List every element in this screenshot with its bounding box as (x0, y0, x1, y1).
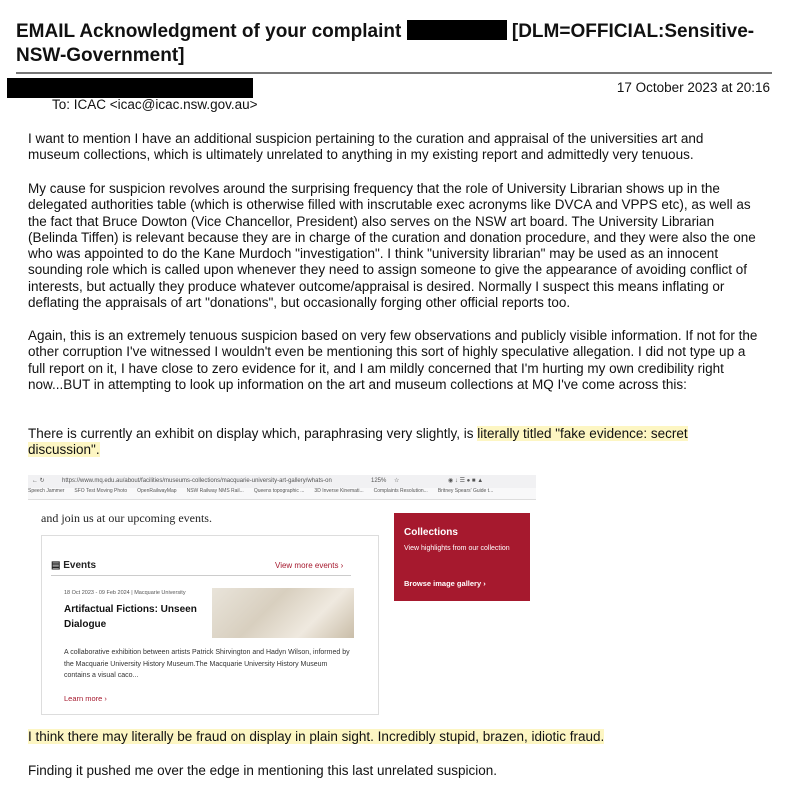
events-heading-label: Events (63, 560, 97, 571)
paragraph-3: Again, this is an extremely tenuous suspicion based on very few observations and publicly visible information. If not for the other corruption I've witnessed I wouldn't even be mentioning this sort of highly speculative allegation. I did not type up a full report on it, I have close to zero evidence for it, and I am mildly concerned that I'm hurting my own credibility right now...BUT in attempting to look up information on the art and museum collections at MQ I've come across this: (28, 328, 758, 392)
subject-classification: [DLM=OFFICIAL:Sensitive-NSW-Government] (16, 21, 755, 66)
event-description: A collaborative exhibition between artists Patrick Shirvington and Hadyn Wilson, informed by the Macquarie University History Museum.The Macquarie University History Museum contains a visual caco... (64, 649, 350, 679)
event-image (212, 588, 354, 638)
exhibit-intro: There is currently an exhibit on display which, paraphrasing very slightly, is (28, 426, 478, 441)
subject-text: EMAIL Acknowledgment of your complaint (16, 21, 402, 42)
view-more-link: View more events › (275, 561, 344, 570)
recipient-line: To: ICAC <icac@icac.nsw.gov.au> (52, 97, 258, 112)
bookmark-item: Speech Jammer (28, 488, 65, 494)
zoom-level: 125% (371, 478, 387, 484)
bookmark-item: Britney Spears' Guide t... (437, 488, 494, 494)
events-heading (51, 560, 96, 571)
learn-more-link: Learn more › (64, 694, 107, 703)
calendar-icon: ▤ (51, 560, 61, 571)
event-date: 18 Oct 2023 - 09 Feb 2024 | Macquarie University (64, 590, 186, 596)
collections-description: View highlights from our collection (404, 545, 510, 552)
paragraph-2: My cause for suspicion revolves around the surprising frequency that the role of University Librarian shows up in the delegated authorities table (which is otherwise filled with inscrutable exec acronyms like DVCA and VPPS etc), as well as the fact that Bruce Dowton (Vice Chancellor, President) also serves on the NSW art board. The University Librarian (Belinda Tiffen) is relevant because they are in charge of the curation and donation procedure, and they were also the one who was appointed to do the Kane Murdoch "investigation". I think "university librarian" may be used as an innocent sounding role which is called upon whenever they need to assign someone to give the appearance of avoiding conflict of interests, but actually they produce whatever outcome/appraisal is desired. Normally I suspect this means inflating or deflating the appraisals of art "donations", but occasionally forging other official reports too. (28, 181, 756, 311)
url-text: https://www.mq.edu.au/about/facilities/museums-collections/macquarie-university-art-gallery/whats-on (62, 478, 332, 484)
browse-gallery-link: Browse image gallery › (404, 579, 486, 588)
final-paragraph: Finding it pushed me over the edge in mentioning this last unrelated suspicion. (28, 763, 498, 778)
bookmark-item: NSW Railway NMS Rail... (186, 488, 244, 494)
paragraph-1: I want to mention I have an additional suspicion pertaining to the curation and appraisal of the universities art and museum collections, which is ultimately unrelated to anything in my existing report and admittedly very tenuous. (28, 131, 704, 163)
join-text: and join us at our upcoming events. (41, 511, 212, 525)
email-date: 17 October 2023 at 20:16 (616, 80, 770, 95)
bookmark-item: Queens topographic ... (253, 488, 305, 494)
bookmark-item: OpenRailwayMap (137, 488, 177, 494)
browser-address-bar (28, 475, 536, 488)
fraud-paragraph (28, 729, 758, 745)
header-divider (16, 72, 772, 74)
sender-redaction (7, 78, 253, 98)
toolbar-icons: ◉ ↓ ☰ ● ■ ▲ (448, 478, 484, 484)
paragraph-exhibit (28, 426, 758, 459)
bookmarks-bar (28, 488, 536, 500)
embedded-screenshot (28, 475, 536, 715)
exhibit-highlight: literally titled "fake evidence: secret discussion". (28, 426, 688, 458)
star-icon: ☆ (394, 478, 400, 484)
collections-panel (394, 513, 530, 601)
events-divider (51, 575, 351, 576)
bookmark-item: SFO Test Moving Photo (74, 488, 128, 494)
email-subject (16, 20, 776, 68)
bookmark-item: Complaints Resolution... (373, 488, 428, 494)
nav-arrows-icon: ← ↻ (32, 478, 45, 484)
bookmark-item: 3D Inverse Kinemati... (314, 488, 364, 494)
collections-title: Collections (404, 527, 458, 538)
fraud-highlight: I think there may literally be fraud on display in plain sight. Incredibly stupid, brazen, idiotic fraud. (28, 729, 605, 744)
redaction-block (407, 20, 507, 40)
event-title: Artifactual Fictions: Unseen Dialogue (64, 604, 197, 630)
